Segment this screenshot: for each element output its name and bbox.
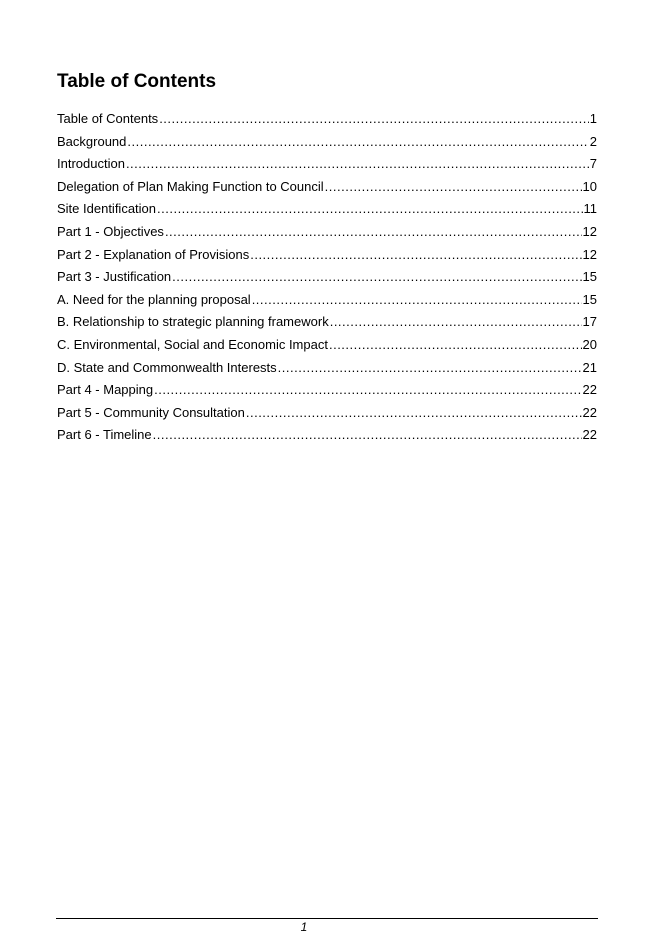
toc-entry-page: 12 [582,246,597,262]
toc-dot-leader [278,359,582,377]
toc-entry-page: 22 [582,382,597,398]
toc-entry[interactable] [57,313,597,336]
toc-entry-text: Part 2 - Explanation of Provisions [57,246,250,262]
toc-entry-text: Table of Contents [57,111,159,126]
toc-entry[interactable] [57,246,597,269]
toc-dot-leader [329,336,582,354]
toc-entry-page: 10 [582,178,597,194]
toc-entry[interactable] [57,223,597,246]
toc-dot-leader [153,426,582,444]
toc-entry-page: 20 [582,336,597,352]
toc-entry[interactable] [57,426,597,449]
toc-entry-page: 22 [582,404,597,420]
footer-page-number: 1 [300,920,308,934]
toc-dot-leader [172,268,581,286]
toc-entry-text: Introduction [57,156,125,172]
footer-divider [56,918,598,919]
toc-entry-page: 12 [582,223,597,239]
page-title: Table of Contents [57,71,217,92]
toc-entry[interactable] [57,268,597,291]
toc-entry-page: 2 [589,133,597,149]
toc-entry-text: B. Relationship to strategic planning framework [57,314,329,330]
toc-entry[interactable] [57,110,597,133]
toc-entry[interactable] [57,291,597,314]
toc-entry[interactable] [57,404,597,427]
toc-entry[interactable] [57,359,597,382]
toc-entry-page: 22 [582,427,597,443]
toc-entry[interactable] [57,133,597,156]
toc-entry-text: Delegation of Plan Making Function to Council [57,178,324,194]
toc-dot-leader [250,246,581,264]
toc-dot-leader [252,291,582,309]
toc-list [57,110,597,449]
toc-entry-page: 1 [589,111,597,126]
toc-entry-text: A. Need for the planning proposal [57,291,251,307]
toc-dot-leader [154,381,581,399]
toc-dot-leader [159,110,589,128]
toc-entry-text: Part 1 - Objectives [57,223,164,239]
toc-dot-leader [165,223,582,241]
toc-entry-text: Part 4 - Mapping [57,382,154,398]
toc-entry-text: Part 6 - Timeline [57,427,152,443]
toc-dot-leader [330,313,582,331]
toc-entry[interactable] [57,336,597,359]
toc-entry[interactable] [57,200,597,223]
toc-dot-leader [126,155,589,173]
toc-entry[interactable] [57,381,597,404]
toc-entry-text: Part 3 - Justification [57,269,172,285]
toc-entry-text: Part 5 - Community Consultation [57,404,245,420]
toc-entry[interactable] [57,178,597,201]
toc-entry-page: 15 [582,269,597,285]
toc-entry-page: 7 [589,156,597,172]
toc-entry-page: 11 [583,201,597,217]
toc-entry-page: 17 [582,314,597,330]
toc-entry-page: 21 [582,359,597,375]
toc-dot-leader [246,404,582,422]
toc-entry[interactable] [57,155,597,178]
toc-entry-page: 15 [582,291,597,307]
toc-entry-text: C. Environmental, Social and Economic Impact [57,336,328,352]
toc-dot-leader [157,200,582,218]
toc-entry-text: Site Identification [57,201,157,217]
toc-dot-leader [127,133,588,151]
toc-dot-leader [325,178,582,196]
toc-entry-text: Background [57,133,127,149]
toc-entry-text: D. State and Commonwealth Interests [57,359,277,375]
